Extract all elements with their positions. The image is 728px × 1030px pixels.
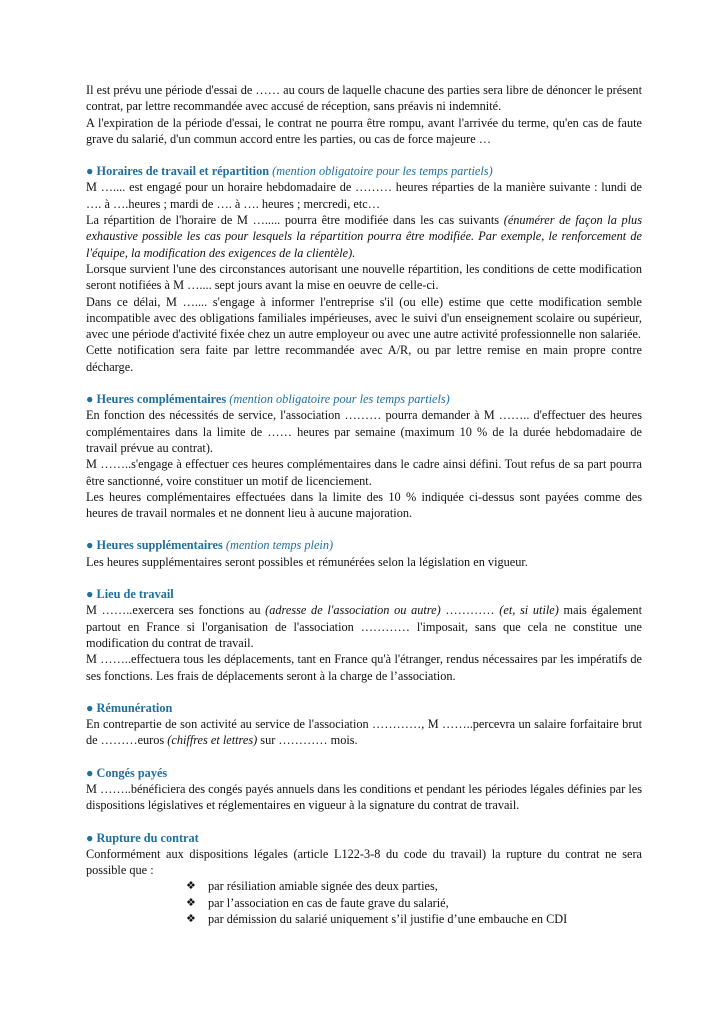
horaires-section (86, 163, 642, 375)
list-item (186, 895, 642, 911)
lieu-paragraph-1 (86, 602, 642, 651)
lieu-paragraph-2: M ……..effectuera tous les déplacements, tant en France qu'à l'étranger, rendus nécessaires par les impératifs de ses fonctions. Les frais de déplacements seront à la charge de l’association. (86, 652, 642, 683)
remuneration-paragraph-1 (86, 716, 642, 749)
lieu-p1-italic-b: (adresse de l'association ou autre) (265, 603, 441, 618)
heures-comp-paragraph-3: Les heures complémentaires effectuées dans la limite des 10 % indiquée ci-dessus sont payées comme des heures de travail normales et ne donnent lieu à aucune majoration. (86, 489, 642, 521)
list-item-text: par résiliation amiable signée des deux parties, (208, 879, 438, 894)
list-item-text: par l’association en cas de faute grave du salarié, (208, 895, 449, 910)
horaires-p2-italic: (énumérer de façon la plus exhaustive possible les cas pour lesquels la répartition pourra être modifiée. Par exemple, le renforcement de l'équipe, la modification des exigences de la clientèle). (86, 213, 642, 260)
conges-section (86, 765, 642, 814)
horaires-title: ● Horaires de travail et répartition (86, 164, 270, 179)
horaires-paragraph-3: Lorsque survient l'une des circonstances autorisant une nouvelle répartition, les conditions de cette modification seront notifiées à M ….... sept jours avant la mise en oeuvre de celle-ci. (86, 261, 642, 293)
remuneration-p1-text-c: sur ………… mois. (257, 733, 358, 748)
section-heading (86, 391, 642, 407)
section-heading (86, 163, 642, 179)
horaires-paragraph-2 (86, 212, 642, 261)
heures-supplementaires-section (86, 537, 642, 570)
heures-comp-title: ● Heures complémentaires (86, 392, 227, 407)
trial-expiry-paragraph: A l'expiration de la période d'essai, le contrat ne pourra être rompu, avant l'arrivée du terme, qu'en cas de faute grave du salarié, d'un commun accord entre les parties, ou cas de force majeure … (86, 115, 642, 146)
rupture-section (86, 830, 642, 928)
lieu-p1-text-c: ………… (440, 603, 500, 618)
heures-supp-mention: (mention temps plein) (225, 538, 334, 553)
remuneration-p1-text-a: En contrepartie de son activité au service de l'association …………, M ……..percevra un salaire forfaitaire brut de ………euros (86, 717, 642, 748)
heures-complementaires-section (86, 391, 642, 521)
heures-comp-mention: (mention obligatoire pour les temps partiels) (229, 392, 450, 407)
rupture-conditions-list (86, 878, 642, 927)
lieu-title: ● Lieu de travail (86, 587, 174, 602)
heures-supp-title: ● Heures supplémentaires (86, 538, 223, 553)
intro-section (86, 82, 642, 147)
horaires-p2-text: La répartition de l'horaire de M …..... pourra être modifiée dans les cas suivants (86, 213, 504, 228)
section-heading (86, 586, 642, 602)
diamond-bullet-icon: ❖ (186, 895, 196, 909)
list-item (186, 911, 642, 927)
heures-comp-paragraph-1: En fonction des nécessités de service, l'association ……… pourra demander à M …….. d'effectuer des heures complémentaires dans la limite de …… heures par semaine (maximum 10 % de la durée hebdomadaire de travail prévue au contrat). (86, 408, 642, 455)
lieu-p1-text-a: M ……..exercera ses fonctions au (86, 603, 266, 618)
list-item (186, 878, 642, 894)
rupture-paragraph-1: Conformément aux dispositions légales (article L122-3-8 du code du travail) la rupture du contrat ne sera possible que : (86, 846, 642, 878)
list-item-text: par démission du salarié uniquement s’il justifie d’une embauche en CDI (208, 912, 568, 927)
diamond-bullet-icon: ❖ (186, 879, 196, 893)
remuneration-p1-italic: (chiffres et lettres) (167, 733, 258, 748)
horaires-paragraph-5: Cette notification sera faite par lettre recommandée avec A/R, ou par lettre remise en main propre contre décharge. (86, 343, 642, 374)
lieu-p1-text-e: mais également partout en France si l'organisation de l'association ………… l'imposait, sans que cela ne constitue une modification du contrat de travail. (86, 603, 642, 650)
rupture-title: ● Rupture du contrat (86, 830, 199, 845)
heures-comp-paragraph-2: M ……..s'engage à effectuer ces heures complémentaires dans le cadre ainsi défini. Tout refus de sa part pourra être sanctionné, voire constituer un motif de licenciement. (86, 457, 642, 488)
conges-paragraph-1: M ……..bénéficiera des congés payés annuels dans les conditions et pendant les périodes légales définies par les dispositions législatives et réglementaires en vigueur à la signature du contrat de travail. (86, 781, 642, 813)
section-heading (86, 765, 642, 781)
section-heading (86, 700, 642, 716)
horaires-mention: (mention obligatoire pour les temps partiels) (272, 164, 493, 179)
section-heading (86, 830, 642, 846)
lieu-section (86, 586, 642, 684)
remuneration-section (86, 700, 642, 749)
heures-supp-paragraph-1: Les heures supplémentaires seront possibles et rémunérées selon la législation en vigueur. (86, 554, 528, 569)
remuneration-title: ● Rémunération (86, 700, 173, 715)
lieu-p1-italic-d: (et, si utile) (499, 603, 559, 618)
conges-title: ● Congés payés (86, 765, 168, 780)
trial-period-paragraph: Il est prévu une période d'essai de …… au cours de laquelle chacune des parties sera libre de dénoncer le présent contrat, par lettre recommandée avec accusé de réception, sans préavis ni indemnité. (86, 83, 642, 114)
section-heading (86, 537, 642, 553)
horaires-paragraph-4: Dans ce délai, M ….... s'engage à informer l'entreprise s'il (ou elle) estime que cette modification semble incompatible avec des obligations familiales impérieuses, avec le suivi d'un enseignement scolaire ou supérieur, avec une période d'activité fixée chez un autre employeur ou avec une autre activité professionnelle non salariée. (86, 294, 642, 342)
diamond-bullet-icon: ❖ (186, 912, 196, 926)
horaires-paragraph-1: M ….... est engagé pour un horaire hebdomadaire de ……… heures réparties de la manière suivante : lundi de …. à ….heures ; mardi de …. à …. heures ; mercredi, etc… (86, 180, 642, 211)
